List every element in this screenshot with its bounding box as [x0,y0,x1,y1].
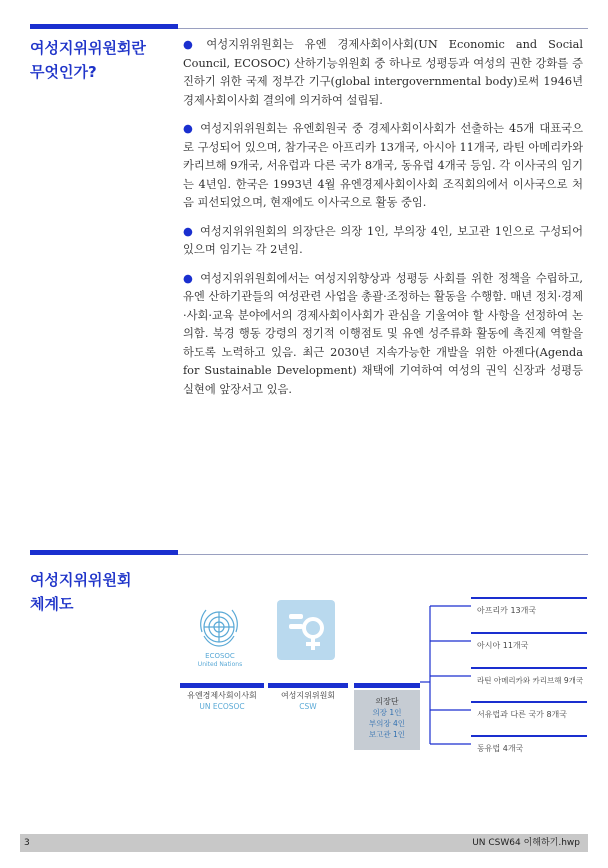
chair-box [354,690,420,750]
file-name: UN CSW64 이해하기.hwp [472,838,580,848]
section2-title-line1: 여성지위위원회 [30,571,132,589]
section2-title [30,568,180,616]
chair-bar [354,683,420,688]
ecosoc-logo-text: ECOSOC [205,652,235,660]
page-number: 3 [24,838,30,848]
region-africa: 아프리카 13개국 [477,606,537,615]
section1-title-line1: 여성지위위원회란 [30,39,146,57]
paragraph-activities [183,270,583,400]
section2-divider [178,554,588,555]
bullet-icon: ● [183,271,195,285]
bullet-icon: ● [183,38,201,51]
section1-divider [178,28,588,29]
csw-bar [268,683,348,688]
paragraph-text: 여성지위위원회의 의장단은 의장 1인, 부의장 4인, 보고관 1인으로 구성되어 있으며 임기는 각 2년임. [183,224,584,256]
section1-title-line2: 무엇인가? [30,63,97,81]
bullet-icon: ● [183,224,194,238]
region-eastern-europe: 동유럽 4개국 [477,744,524,753]
section1-title [30,36,180,84]
section2-accent-bar [30,550,178,555]
csw-label: 여성지위위원회 [280,691,336,700]
region-latin-america: 라틴 아메리카와 카리브해 9개국 [477,676,584,685]
paragraph-overview [183,36,583,110]
paragraph-membership [183,120,583,213]
chair-line: 부의장 4인 [368,719,406,728]
un-emblem-icon [194,602,244,652]
page-footer [20,834,588,852]
bullet-icon: ● [183,122,195,135]
ecosoc-bar [180,683,264,688]
ecosoc-logo-sub: United Nations [197,661,243,668]
section1-body [183,36,583,409]
chair-line: 의장 1인 [372,708,402,717]
ecosoc-sublabel: UN ECOSOC [199,702,245,711]
csw-logo-icon [277,600,335,660]
section1-accent-bar [30,24,178,29]
region-western-europe: 서유럽과 다른 국가 8개국 [477,710,567,719]
ecosoc-label: 유엔경제사회이사회 [187,691,257,700]
paragraph-text: 여성지위위원회는 유엔회원국 중 경제사회이사회가 선출하는 45개 대표국으로 구성되어 있으며, 참가국은 아프리카 13개국, 아시아 11개국, 라틴 아메리카와 카리브해 9개국, 서유럽과 다른 국가 8개국, 동유럽 4개국 등임. 각 이사국의 임기는 4년임. 한국은 1993년 4월 유엔경제사회이사회 조직회의에서 이사국으로 처음 피선되었으며, 현재에도 이사국으로 활동 중임. [183,122,583,209]
paragraph-text: 여성지위위원회에서는 여성지위향상과 성평등 사회를 위한 정책을 수립하고, 유엔 산하기관들의 여성관련 사업을 총괄·조정하는 활동을 수행함. 매년 정치·경제·사회·교육 분야에서의 경제사회이사회가 관심을 기울여야 할 사항을 선정하여 논의함. 북경 행동 강령의 정기적 이행점토 및 유엔 성주류화 활동에 촉진제 역할을 하도록 노력하고 있음. 최근 2030년 지속가능한 개발을 위한 아젠다(Agenda for Sustainable Development) 채택에 기여하여 여성의 권익 신장과 성평등 실현에 앞장서고 있음. [183,271,583,396]
section2-title-line2: 체계도 [30,595,74,613]
paragraph-bureau [183,223,583,260]
chair-line: 보고관 1인 [368,730,406,739]
csw-sublabel: CSW [299,702,317,711]
paragraph-text: 여성지위위원회는 유엔 경제사회이사회(UN Economic and Social Council, ECOSOC) 산하기능위원회 중 하나로 성평등과 여성의 권한 강화를 증진하기 위한 국제 정부간 기구(global intergovernmental body)로써 1946년 경제사회이사회 결의에 의거하여 설립됨. [183,38,584,107]
region-asia: 아시아 11개국 [477,641,529,650]
chair-title: 의장단 [375,697,399,706]
